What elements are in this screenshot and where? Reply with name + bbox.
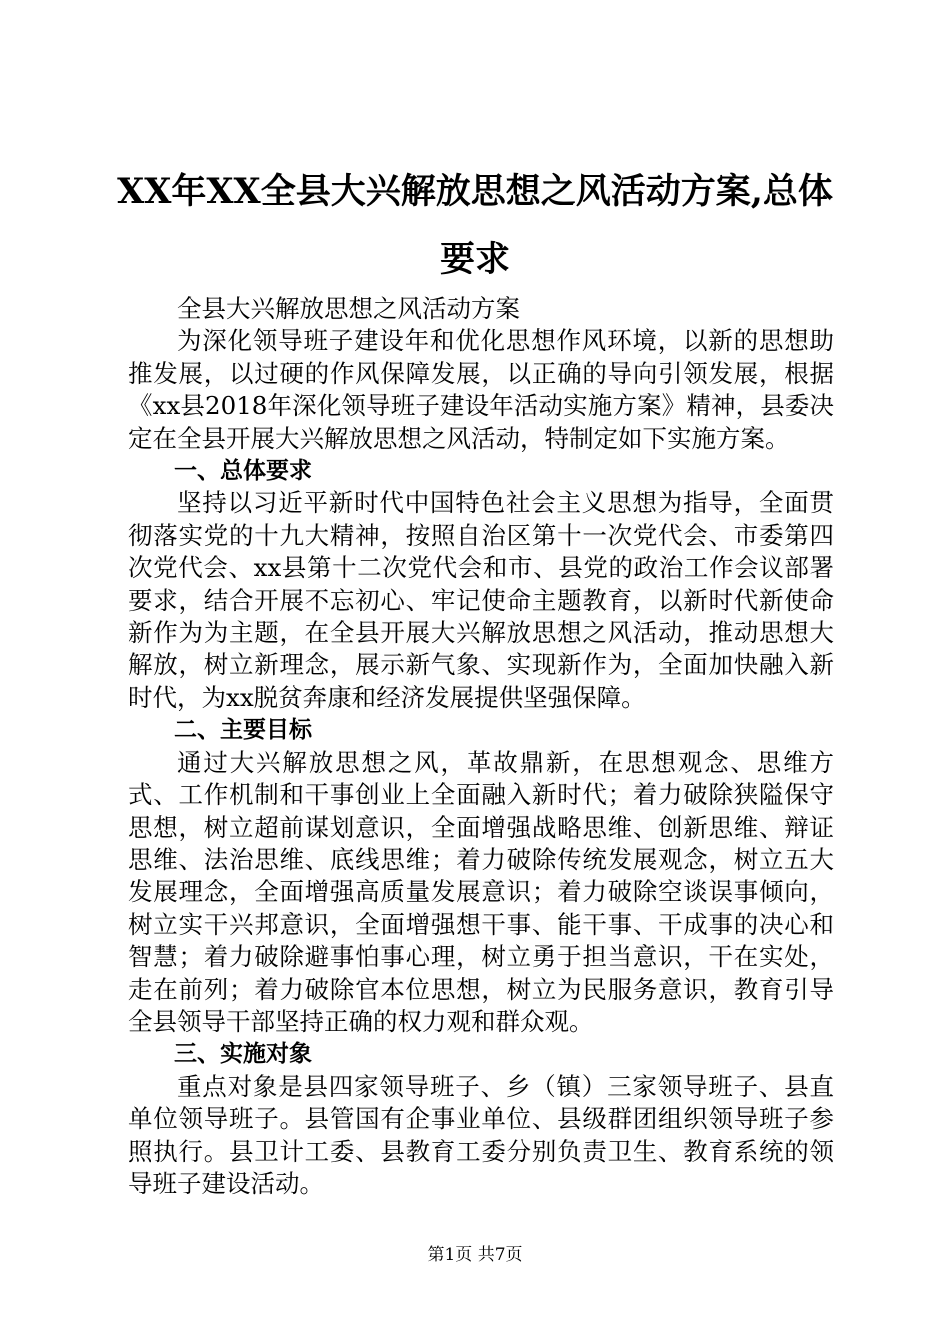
document-title: XX年XX全县大兴解放思想之风活动方案,总体要求: [117, 171, 833, 280]
subtitle-paragraph: 全县大兴解放思想之风活动方案: [177, 294, 520, 323]
intro-paragraph: 为深化领导班子建设年和优化思想作风环境，以新的思想助推发展，以过硬的作风保障发展，以正确的导向引领发展，根据《xx县2018年深化领导班子建设年活动实施方案》精神，县委决定在全县开展大兴解放思想之风活动，特制定如下实施方案。: [128, 326, 834, 453]
targets-paragraph: 重点对象是县四家领导班子、乡（镇）三家领导班子、县直单位领导班子。县管国有企事业单位、县级群团组织领导班子参照执行。县卫计工委、县教育工委分别负责卫生、教育系统的领导班子建设活动。: [128, 1071, 834, 1198]
section-heading-main-goals: 二、主要目标: [174, 717, 312, 744]
main-goals-paragraph: 通过大兴解放思想之风，革故鼎新，在思想观念、思维方式、工作机制和干事创业上全面融入新时代；着力破除狭隘保守思想，树立超前谋划意识，全面增强战略思维、创新思维、辩证思维、法治思维、底线思维；着力破除传统发展观念，树立五大发展理念，全面增强高质量发展意识；着力破除空谈误事倾向，树立实干兴邦意识，全面增强想干事、能干事、干成事的决心和智慧；着力破除避事怕事心理，树立勇于担当意识，干在实处，走在前列；着力破除官本位思想，树立为民服务意识，教育引导全县领导干部坚持正确的权力观和群众观。: [128, 747, 834, 1036]
section-heading-general-requirements: 一、总体要求: [174, 458, 312, 485]
general-requirements-paragraph: 坚持以习近平新时代中国特色社会主义思想为指导，全面贯彻落实党的十九大精神，按照自治区第十一次党代会、市委第四次党代会、xx县第十二次党代会和市、县党的政治工作会议部署要求，结合开展不忘初心、牢记使命主题教育，以新时代新使命新作为为主题，在全县开展大兴解放思想之风活动，推动思想大解放，树立新理念，展示新气象、实现新作为，全面加快融入新时代，为xx脱贫奔康和经济发展提供坚强保障。: [128, 488, 834, 712]
document-body: [128, 293, 834, 1200]
section-heading-targets: 三、实施对象: [174, 1041, 312, 1068]
page-footer: 第1页 共7页: [427, 1245, 523, 1265]
